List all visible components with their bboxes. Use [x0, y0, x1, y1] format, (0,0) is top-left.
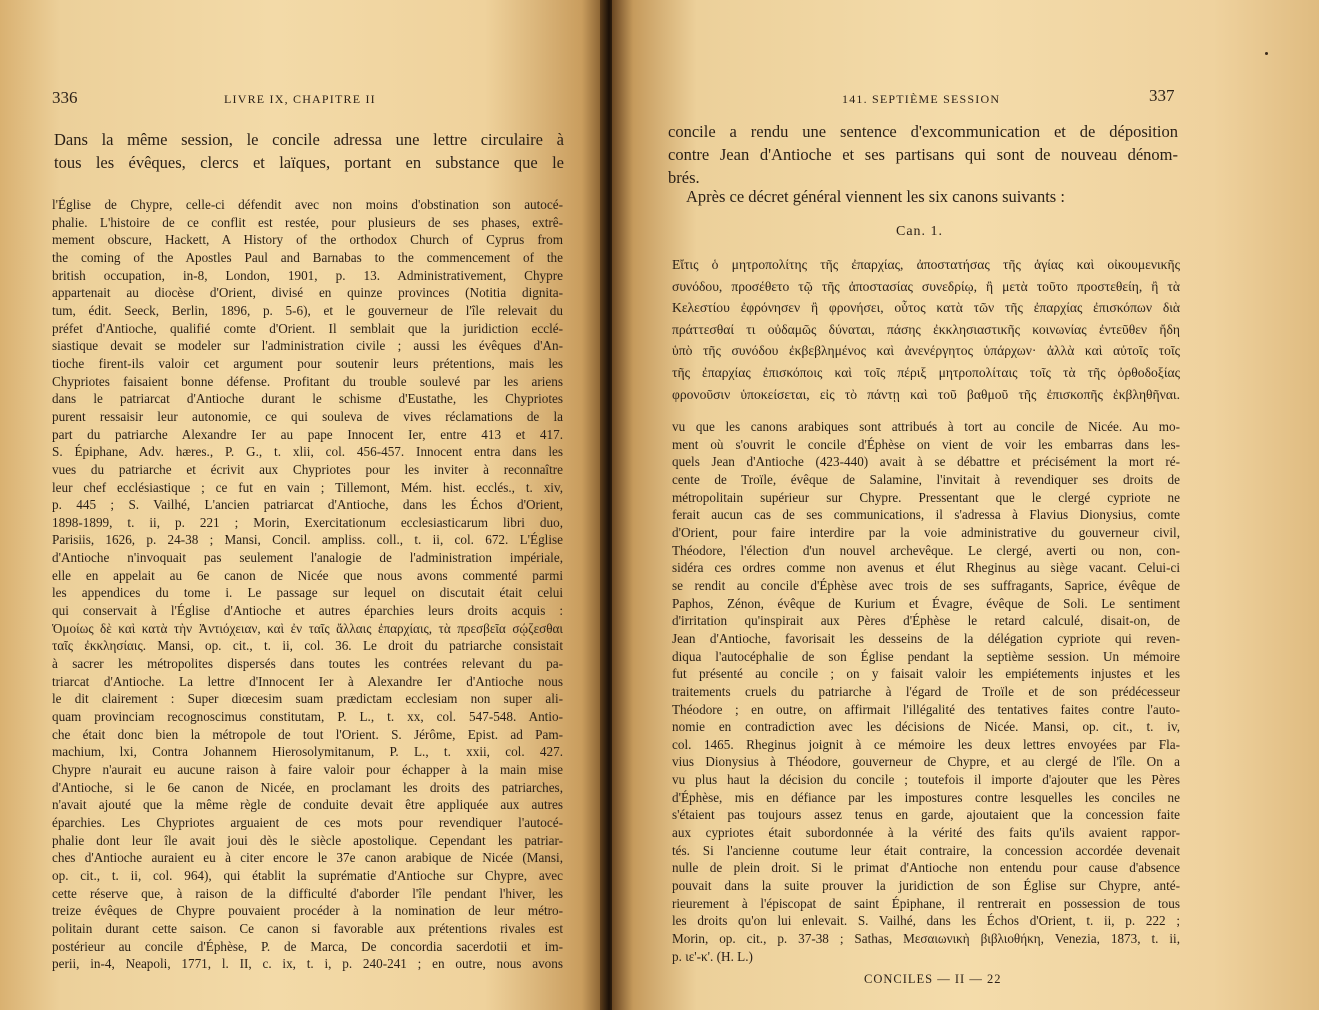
footnote-line: S. Épiphane, Adv. hæres., P. G., t. xlii, col. 456-457. Innocent entra dans les: [52, 444, 563, 460]
lead-line: concile a rendu une sentence d'excommunication et de déposition: [668, 122, 1178, 141]
footnote-line: Chypriotes faisaient bonne défense. Profitant du trouble soulevé par les ariens: [52, 373, 563, 389]
footnote-line: Ὁμοίως δὲ καὶ κατὰ τὴν Ἀντιόχειαν, καὶ ἐν ταῖς ἄλλαις ἐπαρχίαις, τὰ πρεσβεῖα σῴζεσθαι: [52, 620, 563, 636]
running-header-right: 141. SEPTIÈME SESSION: [842, 92, 1001, 106]
footnote-line: se rendit au concile d'Éphèse avec trois de ses suffragants, Saprice, évêque de: [672, 577, 1180, 593]
footnote-line: dans le patriarcat d'Antioche durant le schisme d'Eustathe, les Chypriotes: [52, 391, 563, 407]
footnote-line: d'Antioche n'invoquait pas seulement l'analogie de l'administration impériale,: [52, 550, 563, 566]
footnote-line: treize évêques de Chypre pouvaient procéder à la nomination de leur métro-: [52, 903, 563, 919]
footnote-line: les appendices du tome i. Le passage sur lequel on discutait était celui: [52, 585, 563, 601]
lead-line: tous les évêques, clercs et laïques, portant en substance que le: [54, 153, 564, 172]
greek-line: φρονοῦσιν ὑποκείσεται, εἰς τὸ πάντῃ καὶ τοῦ βαθμοῦ τῆς ἐπισκοπῆς ἐκβληθῆναι.: [672, 386, 1180, 402]
footnote-line: triarcat d'Antioche. La lettre d'Innocent Ier à Alexandre Ier d'Antioche nous: [52, 673, 563, 689]
footnote-line: qui conservait à l'Église d'Antioche et autres éparchies leurs droits acquis :: [52, 603, 563, 619]
footnote-line: s'étaient pas toujours assez tenus en garde, ajoutaient que la concession faite: [672, 807, 1180, 823]
footnote-line: tioche firent-ils valoir cet argument pour soutenir leurs prétentions, mais les: [52, 355, 563, 371]
footnote-line: col. 1465. Rheginus joignit à ce mémoire les deux lettres envoyées par Fla-: [672, 736, 1180, 752]
lead-paragraph-right: [668, 120, 1178, 189]
footnote-line: aux cypriotes était subordonnée à la vérité des faits qu'ils avaient rappor-: [672, 825, 1180, 841]
footnote-line: phalie. L'histoire de ce conflit est restée, pour plusieurs de ses phases, extrê-: [52, 214, 563, 230]
footnote-line: éparchies. Les Chypriotes arguaient de ces mots pour revendiquer l'autocé-: [52, 814, 563, 830]
footnote-line: Jean d'Antioche, favorisait les desseins de la délégation cypriote qui reven-: [672, 630, 1180, 646]
footnote-line: sidéra ces ordres comme non avenus et élut Rheginus au siège vacant. Celui-ci: [672, 560, 1180, 576]
footnote-line: phalie dont leur île avait joui dès le siècle apostolique. Cependant les patriar-: [52, 832, 563, 848]
footnote-right: [672, 418, 1180, 965]
greek-line: ὑπὸ τῆς συνόδου ἐκβεβλημένος καὶ ἀνενέργητος ὑπάρχων· ἀλλὰ καὶ αὐτοῖς τοῖς: [672, 343, 1180, 359]
lead-paragraph-left: [54, 128, 564, 174]
footnote-line: d'Éphèse, mis en défiance par les impostures contre lesquelles les conciles ne: [672, 789, 1180, 805]
footnote-line: n'avait ajouté que la même règle de conduite devait être appliquée aux autres: [52, 797, 563, 813]
footnote-line: elle en appelait au 6e canon de Nicée que nous avons commenté parmi: [52, 567, 563, 583]
page-number-right: 337: [1149, 86, 1175, 105]
footnote-line: p. ιε'-κ'. (H. L.): [672, 948, 753, 964]
footnote-line: Chypre n'aurait eu aucune raison à faire valoir pour échapper à la main mise: [52, 762, 563, 777]
footnote-line: Morin, op. cit., p. 37-38 ; Sathas, Μεσαιωνικὴ βιβλιοθήκη, Venezia, 1873, t. ii,: [672, 931, 1180, 947]
footnote-line: leur chef ecclésiastique ; ce fut en vain ; Tillemont, Mém. hist. ecclés., t. xiv,: [52, 479, 563, 495]
footnote-line: d'Orient, pour faire interdire par la voie administrative du gouverneur civil,: [672, 524, 1180, 540]
footnote-line: nulle de plein droit. Si le primat d'Antioche non entendu pour cause d'absence: [672, 860, 1180, 876]
footnote-line: quels Jean d'Antioche (423-440) avait à se débattre et précisément la mort ré-: [672, 454, 1180, 470]
footnote-line: part du patriarche Alexandre Ier au pape Innocent Ier, entre 413 et 417.: [52, 426, 563, 442]
footnote-line: à sacrer les métropolites dispersés dans toutes les contrées relevant du pa-: [52, 656, 563, 672]
footnote-line: appartenait au diocèse d'Orient, divisé en quinze provinces (Notitia dignita-: [52, 285, 563, 301]
footnote-line: siastique devait se modeler sur l'administration civile ; aussi les évêques d'An-: [52, 338, 563, 354]
footnote-line: préfet d'Antioche, qualifié comte d'Orient. Il semblait que la juridiction ecclé-: [52, 320, 563, 336]
footnote-line: les droits qu'on lui enlevait. S. Vailhé, dans les Échos d'Orient, t. ii, p. 222 ;: [672, 913, 1180, 929]
footnote-line: traitements cruels du patriarche à l'égard de Troïle et de son prédécesseur: [672, 683, 1180, 699]
footnote-line: Paphos, Zénon, évêque de Kurium et Évagre, évêque de Soli. Le sentiment: [672, 595, 1180, 611]
page-number-left: 336: [52, 88, 78, 107]
lead-line: brés.: [668, 168, 700, 187]
footnote-line: vius Dionysius à Théodore, gouverneur de Chypre, et au clergé de l'île. On a: [672, 754, 1180, 770]
footnote-line: machium, lxi, Contra Johannem Hierosolymitanum, P. L., t. xxii, col. 427.: [52, 744, 563, 760]
footnote-line: cette réserve que, à raison de la difficulté d'aborder l'île pendant l'hiver, les: [52, 885, 563, 901]
footnote-line: pouvait dans la suite prouver la juridiction de son Église sur Chypre, anté-: [672, 878, 1180, 894]
footnote-line: che était donc bien la métropole de tout l'Orient. S. Jérôme, Epist. ad Pam-: [52, 726, 563, 742]
greek-line: Εἴτις ὁ μητροπολίτης τῆς ἐπαρχίας, ἀποστατήσας τῆς ἁγίας καὶ οἰκουμενικῆς: [672, 257, 1180, 272]
footnote-line: perii, in-4, Neapoli, 1771, l. II, c. ix, t. i, p. 240-241 ; en outre, nous avons: [52, 956, 563, 972]
footnote-line: p. 445 ; S. Vailhé, L'ancien patriarcat d'Antioche, dans les Échos d'Orient,: [52, 497, 563, 513]
greek-line: πράττεσθαί τι οὐδαμῶς δύναται, πάσης ἐκκλησιαστικῆς κοινωνίας ἐντεῦθεν ἤδη: [672, 321, 1180, 337]
greek-line: τῆς ἐπαρχίας ἐπισκόποις καὶ τοῖς πέριξ μητροπολίταις τοῖς τὰ τῆς ὀρθοδοξίας: [672, 364, 1180, 380]
lead-line: contre Jean d'Antioche et ses partisans qui sont de nouveau dénom-: [668, 145, 1178, 164]
footnote-line: d'irritation qu'inspirait aux Pères d'Éphèse le retard calculé, disait-on, de: [672, 613, 1180, 629]
lead-line: Dans la même session, le concile adressa une lettre circulaire à: [54, 130, 564, 149]
footnote-line: op. cit., t. ii, col. 964), qui établit la suprématie d'Antioche sur Chypre, avec: [52, 867, 563, 883]
footnote-line: quam provinciam recognoscimus constitutam, P. L., t. xx, col. 547-548. Antio-: [52, 709, 563, 725]
paper-speck: [1265, 52, 1268, 55]
footnote-line: vu plus haut la décision du concile ; toutefois il importe d'ajouter que les Pères: [672, 772, 1180, 788]
footnote-line: nomie en contradiction avec les décisions de Nicée. Mansi, op. cit., t. iv,: [672, 719, 1180, 735]
footnote-line: Théodore, l'élection d'un nouvel archevêque. Le clergé, averti ou non, con-: [672, 542, 1180, 558]
footnote-line: ferait aucun cas de ses communications, il s'adressa à Flavius Dionysius, comte: [672, 507, 1180, 523]
greek-canon-text: [672, 254, 1180, 405]
greek-line: συνόδου, προσέθετο τῷ τῆς ἀποστασίας συνεδρίῳ, ἢ μετὰ τοῦτο προστεθείη, ἢ τὰ: [672, 278, 1180, 294]
footnote-line: ches d'Antioche auraient eu à citer encore le 37e canon arabique de Nicée (Mansi,: [52, 850, 563, 866]
left-page: [0, 0, 606, 1010]
footnote-line: the coming of the Apostles Paul and Barnabas to the commencement of the: [52, 249, 563, 265]
footnote-line: métropolitain supérieur sur Chypre. Pressentant que le clergé cypriote ne: [672, 489, 1180, 505]
footnote-line: british occupation, in-8, London, 1901, p. 13. Administrativement, Chypre: [52, 267, 563, 283]
footnote-line: postérieur au concile d'Éphèse, P. de Marca, De concordia sacerdotii et im-: [52, 938, 563, 954]
right-page: [612, 0, 1319, 1010]
footnote-line: tum, édit. Seeck, Berlin, 1896, p. 5-6), et le gouverneur de l'île relevait du: [52, 302, 563, 318]
footnote-line: l'Église de Chypre, celle-ci défendit avec non moins d'obstination son autocé-: [52, 197, 563, 212]
signature-footer: CONCILES — II — 22: [864, 972, 1002, 986]
footnote-left: [52, 196, 563, 973]
footnote-line: Parisiis, 1626, p. 24-38 ; Mansi, Concil. ampliss. coll., t. ii, col. 672. L'Église: [52, 532, 563, 548]
footnote-line: 1898-1899, t. ii, p. 221 ; Morin, Exercitationum ecclesiasticarum libri duo,: [52, 514, 563, 530]
footnote-line: ment où s'ouvrit le concile d'Éphèse on vient de voir les embarras dans les-: [672, 436, 1180, 452]
footnote-line: cente de Troïle, évêque de Salamine, l'invitait à revendiquer ses droits de: [672, 471, 1180, 487]
footnote-line: tés. Si l'ancienne coutume leur était contraire, la concession accordée devenait: [672, 842, 1180, 858]
footnote-line: diqua l'autocéphalie de son Église pendant la septième session. Un mémoire: [672, 648, 1180, 664]
footnote-line: mement obscure, Hackett, A History of the orthodox Church of Cyprus from: [52, 232, 563, 248]
footnote-line: d'Antioche, si le 6e canon de Nicée, en proclamant les droits des patriarches,: [52, 779, 563, 795]
footnote-line: le dit clairement : Super diœcesim suam prædictam ecclesiam non super ali-: [52, 691, 563, 707]
footnote-line: purent ressaisir leur autonomie, ce qui souleva de vives réclamations de la: [52, 408, 563, 424]
greek-line: Κελεστίου ἐφρόνησεν ἢ φρονήσει, οὗτος κατὰ τῶν τῆς ἐπαρχίας ἐπισκόπων διὰ: [672, 300, 1180, 316]
running-header-left: LIVRE IX, CHAPITRE II: [224, 92, 376, 106]
footnote-line: Théodore ; en outre, on affirmait l'illégalité des tentatives faites contre l'auto-: [672, 701, 1180, 717]
footnote-line: politain durant cette saison. Ce canon si favorable aux prétentions rivales est: [52, 920, 563, 936]
footnote-line: ταῖς ἐκκλησίαις. Mansi, op. cit., t. ii, col. 36. Le droit du patriarche consistait: [52, 638, 563, 654]
footnote-line: vu que les canons arabiques sont attribués à tort au concile de Nicée. Au mo-: [672, 419, 1180, 434]
decree-line: Après ce décret général viennent les six canons suivants :: [686, 187, 1065, 206]
canon-heading: Can. 1.: [896, 224, 944, 239]
footnote-line: fut présenté au concile ; on y faisait valoir les empiétements injustes et les: [672, 666, 1180, 682]
footnote-line: vues du patriarche et écrivit aux Chypriotes pour les inviter à reconnaître: [52, 461, 563, 477]
footnote-line: rieurement à l'épiscopat de saint Épiphane, il rentrerait en possession de tous: [672, 895, 1180, 911]
